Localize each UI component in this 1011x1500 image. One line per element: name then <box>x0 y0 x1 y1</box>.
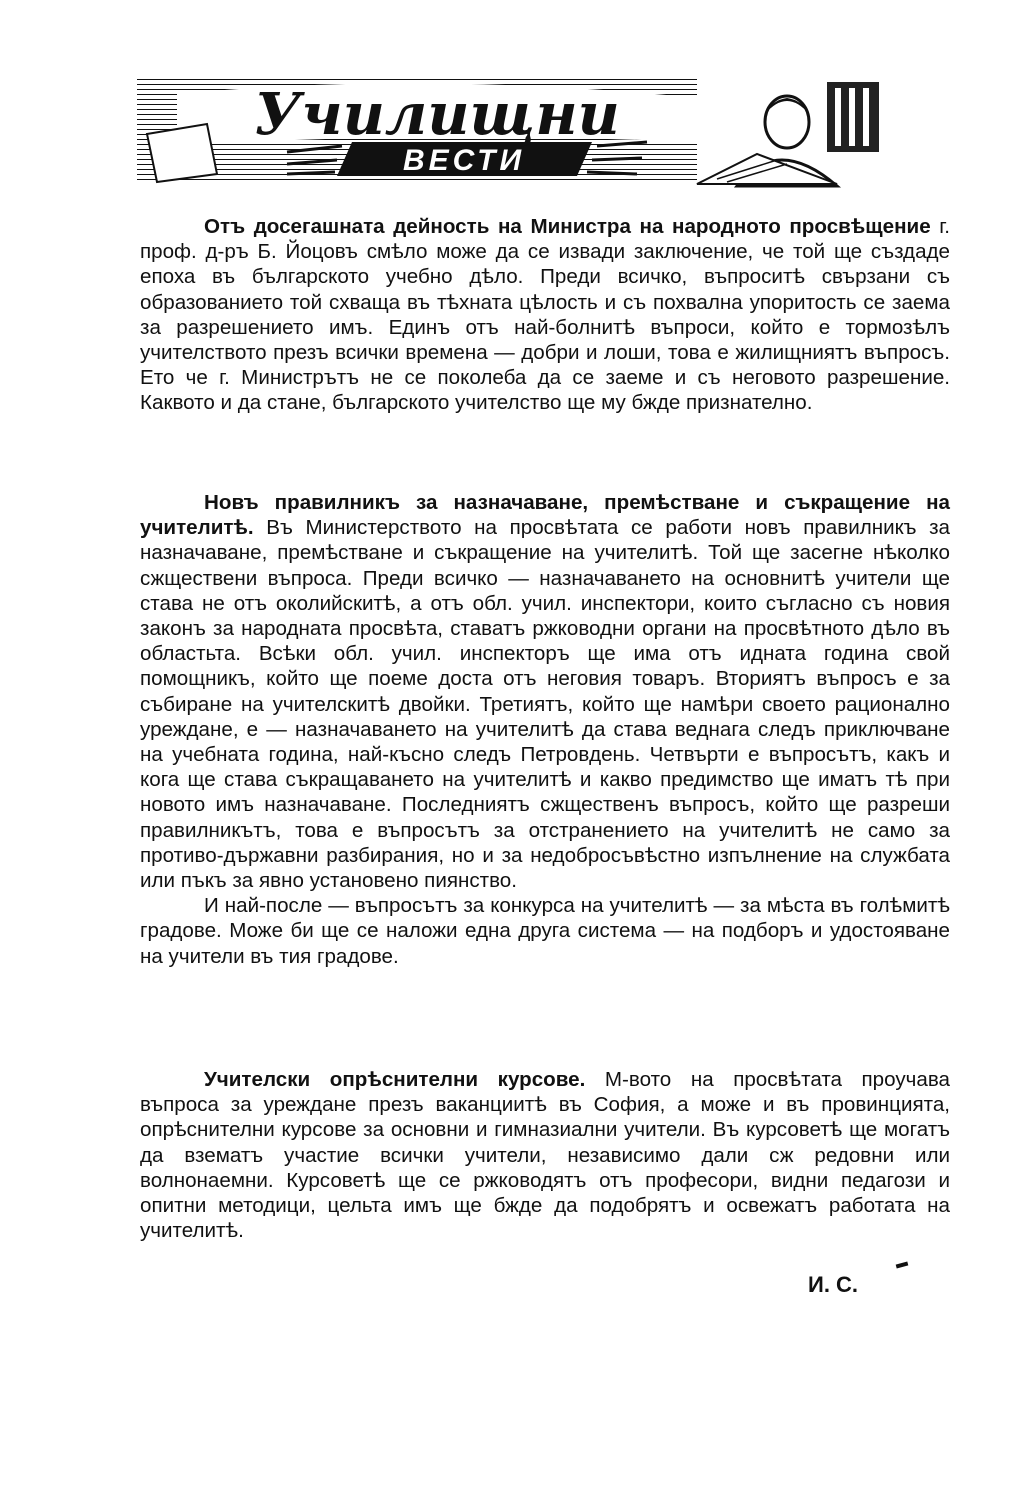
article-body: Въ Министерството на просвѣтата се работи новъ правилникъ за назначаване, премѣстване и съкращение на учителитѣ. Той ще засегне нѣколко сжществени въпроса. Преди всичко — назначаването на основнитѣ учители ще става не отъ околийскитѣ, а отъ обл. учил. инспектори, които съгласно съ новия законъ за народната просвѣта, ставатъ ржководни органи на просвѣтното дѣло въ областьта. Всѣки обл. учил. инспекторъ ще има отъ идната година свой помощникъ, който ще поеме доста отъ неговия товаръ. Вториятъ въпросъ е за събиране на учителскитѣ двойки. Третиятъ, който ще намѣри своето рационално уреждане, е — назначаването на учителитѣ да става веднага следъ приключване на учебната година, най-късно следъ Петровдень. Четвърти е въпросътъ, какъ и кога ще става съкращаването на учителитѣ и какво предимство ще иматъ тѣ при новото имъ назначаване. Последниятъ сжщественъ въпросъ, който ще разреши правилникътъ, това е въпросътъ за отстранението на учителитѣ не само за противо-държавни разбирания, но и за недобросъвѣстно изпълнение на службата или пъкъ за явно установено пиянство. <box>140 516 950 893</box>
article-minister <box>140 214 950 416</box>
header-banner <box>137 74 887 189</box>
article-courses <box>140 1067 950 1243</box>
article-body: г. проф. д-ръ Б. Йоцовъ смѣло може да се извади заключение, че той ще създаде епоха въ българското учебно дѣло. Преди всичко, въпроситѣ свързани съ образованието той схваща въ тѣхната цѣлость и съ похвална упоритость се заема за разрешението имъ. Единъ отъ най-болнитѣ въпроси, който е тормозѣлъ учителството презъ всички времена — добри и лоши, това е жилищниятъ въпросъ. Ето че г. Министрътъ не се поколеба да се заеме и съ неговото разрешение. Каквото и да стане, българското учителство ще му бжде признателно. <box>140 215 950 415</box>
article-lead: Отъ досегашната дейность на Министра на народното просвѣщение <box>204 215 931 238</box>
banner-subtitle: ВЕСТИ <box>402 144 526 177</box>
author-signature: И. С. <box>808 1272 859 1297</box>
article-regulations <box>140 490 950 969</box>
article-lead: Учителски опрѣснителни курсове. <box>204 1068 586 1091</box>
article-lead: Новъ правилникъ за назначаване, премѣстване и съкращение на учителитѣ. <box>140 491 950 540</box>
ink-mark <box>896 1262 909 1269</box>
banner-illustration <box>137 74 887 189</box>
article-body-continued: И най-после — въпросътъ за конкурса на учителитѣ — за мѣста въ голѣмитѣ градове. Може би ще се наложи една друга система — на подборъ и удостояване на учители въ тия градове. <box>140 894 950 968</box>
banner-title: Училищни <box>254 80 620 148</box>
article-body: М-вото на просвѣтата проучава въпроса за уреждане презъ ваканциитѣ въ София, а може и въ провинцията, опрѣснителни курсове за основни и гимназиални учители. Въ курсоветѣ ще могатъ да взематъ участие всички учители, независимо дали сж редовни или волнонаемни. Курсоветѣ ще се ржководятъ отъ професори, видни педагози и опитни методици, цельта имъ ще бжде да подобрятъ и освежатъ работата на учителитѣ. <box>140 1068 950 1243</box>
